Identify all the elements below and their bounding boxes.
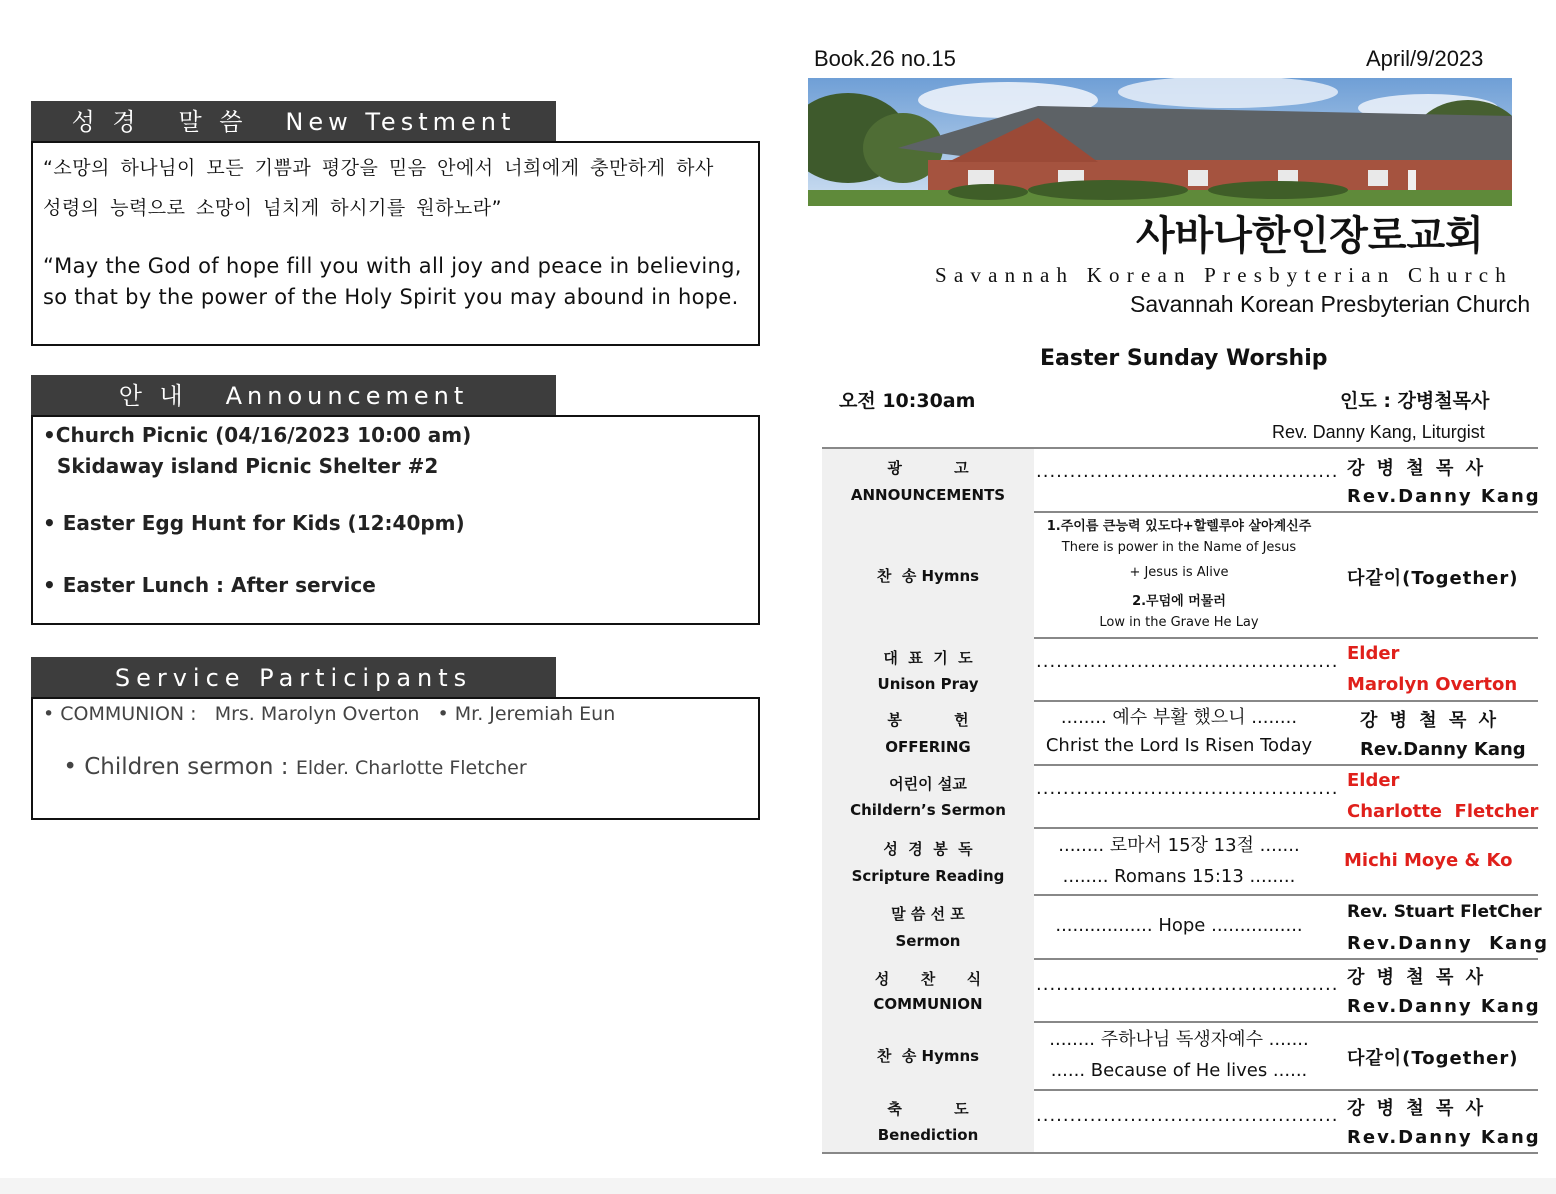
row-label-ko: 봉 헌 <box>887 711 969 729</box>
participants-box <box>31 697 760 820</box>
row-presenter <box>1342 511 1542 637</box>
row-label-en: Childern’s Sermon <box>850 801 1006 819</box>
row-label <box>822 637 1034 700</box>
page-bottom-strip <box>0 1178 1556 1194</box>
program-row-childrens-sermon <box>822 764 1538 829</box>
row-label-en: Sermon <box>895 932 961 950</box>
hymn-1-en-b: + Jesus is Alive <box>1129 565 1229 580</box>
offering-hymn-ko: ........ 예수 부활 했으니 ........ <box>1060 707 1298 728</box>
row-presenter <box>1342 1021 1542 1089</box>
program-row-offering <box>822 700 1538 766</box>
row-middle <box>1036 827 1322 894</box>
presenter-ko: 강 병 철 목 사 <box>1360 710 1500 731</box>
liturgist-korean: 인도 : 강병철목사 <box>1340 390 1490 412</box>
presenter-title: Elder <box>1347 770 1400 791</box>
verse-english: “May the God of hope fill you with all joy and peace in believing, so that by the power of the Holy Spirit you may abound in hope. <box>43 254 742 309</box>
participants-children-sermon <box>43 735 527 799</box>
row-middle <box>1036 894 1322 958</box>
row-middle <box>1036 1089 1339 1152</box>
row-label-ko: 찬 송 Hymns <box>876 567 980 585</box>
presenter-en: Rev.Danny Kang <box>1360 739 1526 760</box>
row-label-ko: 축 도 <box>887 1100 969 1118</box>
children-sermon-name: Elder. Charlotte Fletcher <box>295 757 527 779</box>
row-label-ko: 말 씀 선 포 <box>891 905 965 923</box>
verse-korean-line2: 성령의 능력으로 소망이 넘치게 하시기를 원하노라” <box>43 197 502 219</box>
row-label-en: Benediction <box>877 1126 979 1144</box>
presenter-en: Rev.Danny Kang <box>1347 1127 1541 1148</box>
presenter-ko: 강 병 철 목 사 <box>1347 967 1487 988</box>
church-name-korean: 사바나한인장로교회 <box>1136 213 1484 259</box>
announcement-item-egg-hunt: • Easter Egg Hunt for Kids (12:40pm) <box>43 511 465 535</box>
program-row-scripture <box>822 827 1538 896</box>
row-middle <box>1036 511 1322 637</box>
row-label <box>822 511 1034 637</box>
row-middle-line: ............................................. <box>1036 974 1339 995</box>
row-label-ko: 성 찬 식 <box>874 970 982 988</box>
sermon-title: ................. Hope ................ <box>1055 915 1303 936</box>
row-label <box>822 894 1034 958</box>
participants-tab: Service Participants <box>31 657 556 697</box>
presenter-en: Rev.Danny Kang <box>1347 996 1541 1017</box>
hymn-1-en: There is power in the Name of Jesus <box>1061 540 1297 555</box>
book-number: Book.26 no.15 <box>814 46 956 71</box>
church-building-illustration <box>808 78 1512 206</box>
scripture-ko: ........ 로마서 15장 13절 ....... <box>1058 835 1300 856</box>
hymn-2-en: Low in the Grave He Lay <box>1099 615 1259 630</box>
church-photo <box>808 78 1512 206</box>
row-middle-line: ............................................. <box>1036 461 1339 482</box>
program-row-sermon <box>822 894 1549 960</box>
closing-hymn-en: ...... Because of He lives ...... <box>1050 1060 1308 1081</box>
row-presenter <box>1342 958 1542 1021</box>
row-presenter <box>1342 894 1549 958</box>
row-presenter <box>1342 764 1542 827</box>
row-label <box>822 827 1034 894</box>
hymn-2-ko: 2.무덤에 머물러 <box>1132 594 1226 609</box>
row-middle <box>1036 700 1322 764</box>
row-label <box>822 1089 1034 1152</box>
offering-hymn-en: Christ the Lord Is Risen Today <box>1045 735 1313 756</box>
row-label-en: Unison Pray <box>877 675 979 693</box>
announcement-item-picnic-location: Skidaway island Picnic Shelter #2 <box>43 454 439 478</box>
row-middle-line: ............................................. <box>1036 651 1339 672</box>
row-label <box>822 1021 1034 1089</box>
closing-hymn-ko: ........ 주하나님 독생자예수 ....... <box>1049 1029 1309 1050</box>
presenter-name: Charlotte Fletcher <box>1347 801 1539 822</box>
row-presenter <box>1342 449 1542 511</box>
announcement-tab: 안 내 Announcement <box>31 375 556 415</box>
program-row-communion <box>822 958 1541 1023</box>
row-middle <box>1036 637 1339 700</box>
row-label-ko: 성 경 봉 독 <box>883 840 973 858</box>
row-label-ko: 대 표 기 도 <box>883 649 973 667</box>
scripture-en: ........ Romans 15:13 ........ <box>1062 866 1296 887</box>
hymn-1-ko: 1.주이름 큰능력 있도다+할렐루야 살아계신주 <box>1046 519 1312 534</box>
verse-korean-line1: “소망의 하나님이 모든 기쁨과 평강을 믿음 안에서 너희에게 충만하게 하사 <box>43 157 714 179</box>
row-label-en: COMMUNION <box>873 995 983 1013</box>
liturgist-english: Rev. Danny Kang, Liturgist <box>1272 422 1485 442</box>
program-row-benediction <box>822 1089 1541 1154</box>
row-middle <box>1036 764 1339 827</box>
row-label <box>822 958 1034 1021</box>
row-presenter <box>1342 1089 1542 1152</box>
row-label-en: OFFERING <box>885 738 971 756</box>
announcement-box <box>31 415 760 625</box>
row-label-ko: 어린이 설교 <box>889 775 967 793</box>
presenter-name: Michi Moye & Ko <box>1344 850 1513 871</box>
participants-communion: • COMMUNION : Mrs. Marolyn Overton • Mr. Jeremiah Eun <box>43 703 616 725</box>
row-label-ko: 광 고 <box>887 459 969 477</box>
presenter-together: 다같이(Together) <box>1347 568 1519 589</box>
row-presenter <box>1342 827 1542 894</box>
presenter-title: Elder <box>1347 643 1400 664</box>
program-row-hymns-1 <box>822 511 1538 639</box>
row-label <box>822 764 1034 827</box>
row-label-ko: 찬 송 Hymns <box>876 1047 980 1065</box>
presenter-together: 다같이(Together) <box>1347 1048 1519 1069</box>
church-name-english-spaced: Savannah Korean Presbyterian Church <box>935 263 1513 287</box>
program-row-unison-pray <box>822 637 1538 702</box>
row-presenter <box>1342 700 1542 764</box>
row-middle-line: ............................................. <box>1036 1105 1339 1126</box>
church-name-english: Savannah Korean Presbyterian Church <box>1130 291 1531 317</box>
announcement-item-lunch: • Easter Lunch : After service <box>43 573 376 597</box>
worship-title: Easter Sunday Worship <box>1040 346 1328 371</box>
worship-time: 오전 10:30am <box>839 390 976 412</box>
announcement-item-picnic: •Church Picnic (04/16/2023 10:00 am) <box>43 423 472 447</box>
row-label <box>822 700 1034 764</box>
row-label-en: Scripture Reading <box>851 867 1005 885</box>
bulletin-date: April/9/2023 <box>1366 46 1484 71</box>
row-middle <box>1036 449 1339 511</box>
row-middle-line: ............................................. <box>1036 778 1339 799</box>
program-row-hymns-2 <box>822 1021 1538 1091</box>
row-label <box>822 449 1034 511</box>
presenter-en: Rev.Danny Kang <box>1347 486 1541 507</box>
row-middle <box>1036 1021 1322 1089</box>
presenter-preacher: Rev. Stuart FletCher <box>1347 902 1542 922</box>
presenter-name: Marolyn Overton <box>1347 674 1518 695</box>
row-presenter <box>1342 637 1542 700</box>
bible-verse-box <box>31 141 760 346</box>
presenter-ko: 강 병 철 목 사 <box>1347 458 1487 479</box>
row-middle <box>1036 958 1339 1021</box>
bible-verse-tab: 성 경 말 씀 New Testment <box>31 101 556 141</box>
children-sermon-label: • Children sermon : <box>63 754 296 780</box>
row-label-en: ANNOUNCEMENTS <box>850 486 1006 504</box>
presenter-ko: 강 병 철 목 사 <box>1347 1098 1487 1119</box>
program-row-announcements <box>822 449 1541 513</box>
presenter-host: Rev.Danny Kang <box>1347 933 1549 954</box>
